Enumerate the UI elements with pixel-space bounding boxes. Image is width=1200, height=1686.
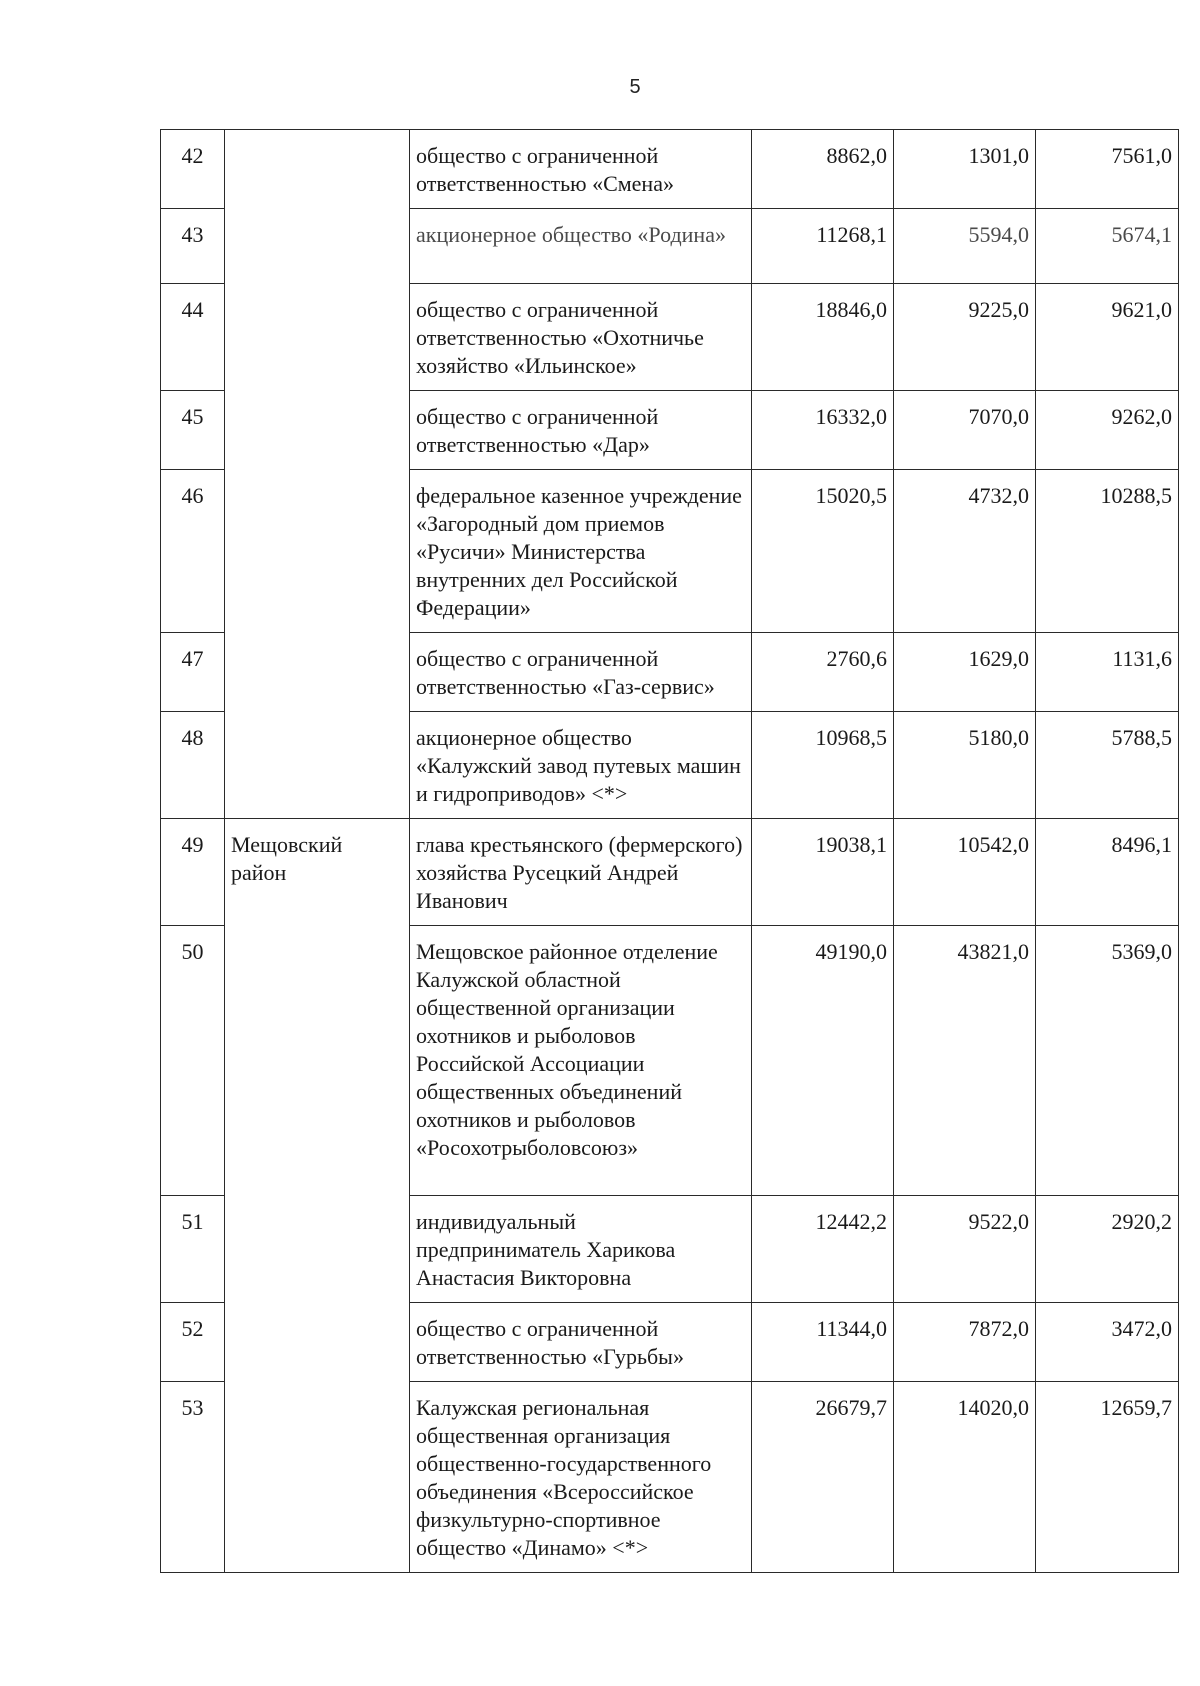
organization-name: общество с ограниченной ответственностью «Охотничье хозяйство «Ильинское» xyxy=(410,284,752,391)
district-cell: Мещовский район xyxy=(225,819,410,1573)
value-col-1: 11268,1 xyxy=(752,209,894,284)
value-col-3: 5674,1 xyxy=(1036,209,1179,284)
value-col-1: 8862,0 xyxy=(752,130,894,209)
value-col-3: 5369,0 xyxy=(1036,926,1179,1196)
value-col-1: 16332,0 xyxy=(752,391,894,470)
table-row xyxy=(161,130,1179,209)
value-col-2: 4732,0 xyxy=(894,470,1036,633)
organization-name: федеральное казенное учреждение «Загородный дом приемов «Русичи» Министерства внутренних дел Российской Федерации» xyxy=(410,470,752,633)
row-number: 46 xyxy=(161,470,225,633)
row-number: 42 xyxy=(161,130,225,209)
row-number: 53 xyxy=(161,1382,225,1573)
value-col-1: 2760,6 xyxy=(752,633,894,712)
organization-name: общество с ограниченной ответственностью «Гурьбы» xyxy=(410,1303,752,1382)
value-col-1: 49190,0 xyxy=(752,926,894,1196)
value-col-3: 10288,5 xyxy=(1036,470,1179,633)
value-col-3: 8496,1 xyxy=(1036,819,1179,926)
row-number: 49 xyxy=(161,819,225,926)
value-col-2: 1301,0 xyxy=(894,130,1036,209)
value-col-1: 10968,5 xyxy=(752,712,894,819)
value-col-3: 3472,0 xyxy=(1036,1303,1179,1382)
value-col-1: 26679,7 xyxy=(752,1382,894,1573)
row-number: 52 xyxy=(161,1303,225,1382)
value-col-2: 1629,0 xyxy=(894,633,1036,712)
value-col-3: 5788,5 xyxy=(1036,712,1179,819)
organization-name: акционерное общество «Родина» xyxy=(410,209,752,284)
value-col-3: 9262,0 xyxy=(1036,391,1179,470)
value-col-2: 7070,0 xyxy=(894,391,1036,470)
value-col-3: 2920,2 xyxy=(1036,1196,1179,1303)
table-row xyxy=(161,819,1179,926)
value-col-1: 15020,5 xyxy=(752,470,894,633)
organization-name: Мещовское районное отделение Калужской областной общественной организации охотников и рыболовов Российской Ассоциации общественных объединений охотников и рыболовов «Росохотрыболовсоюз» xyxy=(410,926,752,1196)
row-number: 48 xyxy=(161,712,225,819)
value-col-1: 12442,2 xyxy=(752,1196,894,1303)
row-number: 44 xyxy=(161,284,225,391)
value-col-1: 18846,0 xyxy=(752,284,894,391)
registry-table xyxy=(160,129,1179,1573)
organization-name: Калужская региональная общественная организация общественно-государственного объединения «Всероссийское физкультурно-спортивное общество «Динамо» <*> xyxy=(410,1382,752,1573)
organization-name: общество с ограниченной ответственностью «Смена» xyxy=(410,130,752,209)
value-col-2: 5180,0 xyxy=(894,712,1036,819)
row-number: 47 xyxy=(161,633,225,712)
value-col-2: 43821,0 xyxy=(894,926,1036,1196)
district-cell xyxy=(225,130,410,819)
row-number: 51 xyxy=(161,1196,225,1303)
value-col-3: 9621,0 xyxy=(1036,284,1179,391)
organization-name: общество с ограниченной ответственностью «Дар» xyxy=(410,391,752,470)
organization-name: общество с ограниченной ответственностью «Газ-сервис» xyxy=(410,633,752,712)
row-number: 50 xyxy=(161,926,225,1196)
value-col-2: 5594,0 xyxy=(894,209,1036,284)
value-col-1: 19038,1 xyxy=(752,819,894,926)
value-col-3: 1131,6 xyxy=(1036,633,1179,712)
organization-name: акционерное общество «Калужский завод путевых машин и гидроприводов» <*> xyxy=(410,712,752,819)
value-col-2: 7872,0 xyxy=(894,1303,1036,1382)
row-number: 43 xyxy=(161,209,225,284)
organization-name: индивидуальный предприниматель Харикова Анастасия Викторовна xyxy=(410,1196,752,1303)
value-col-2: 9522,0 xyxy=(894,1196,1036,1303)
organization-name: глава крестьянского (фермерского) хозяйства Русецкий Андрей Иванович xyxy=(410,819,752,926)
value-col-2: 9225,0 xyxy=(894,284,1036,391)
value-col-2: 10542,0 xyxy=(894,819,1036,926)
row-number: 45 xyxy=(161,391,225,470)
value-col-1: 11344,0 xyxy=(752,1303,894,1382)
value-col-3: 7561,0 xyxy=(1036,130,1179,209)
page-number: 5 xyxy=(629,76,641,98)
value-col-3: 12659,7 xyxy=(1036,1382,1179,1573)
value-col-2: 14020,0 xyxy=(894,1382,1036,1573)
